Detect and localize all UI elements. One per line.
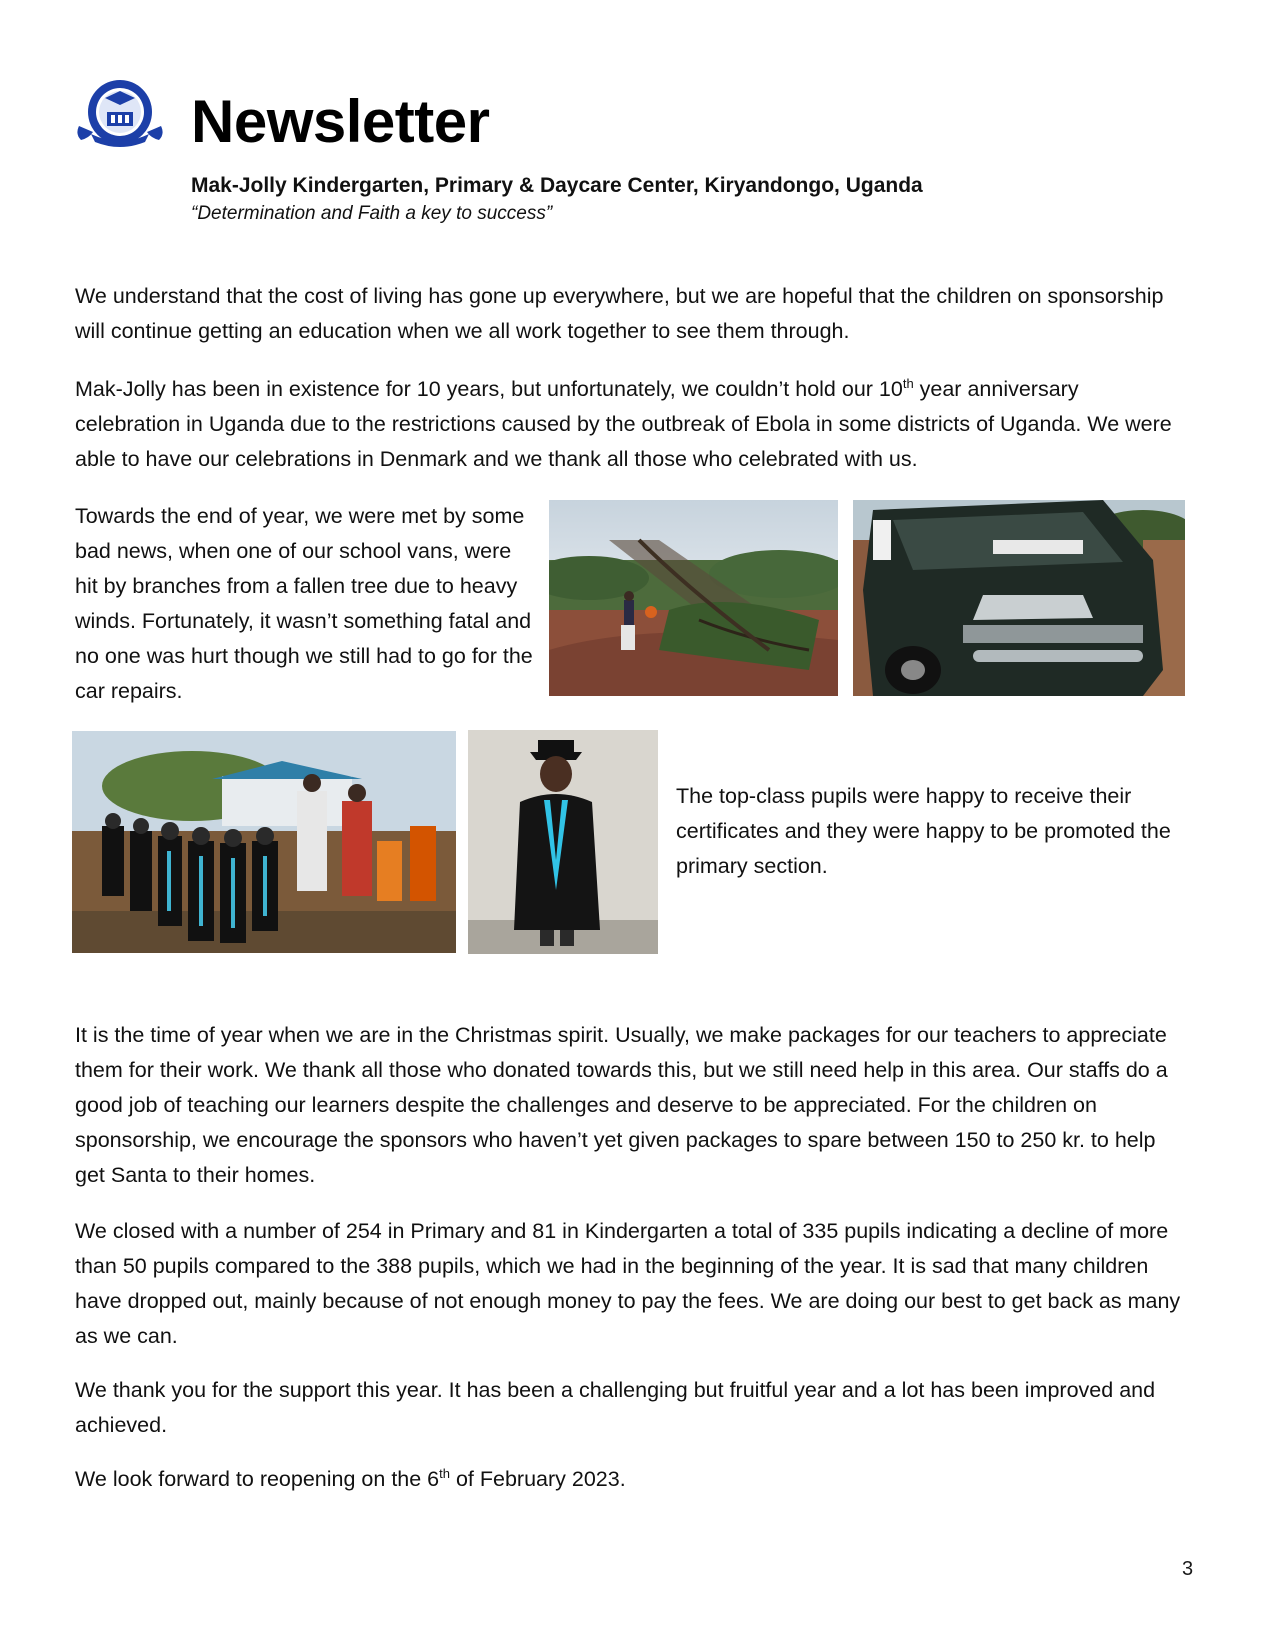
paragraph-christmas: It is the time of year when we are in the Christmas spirit. Usually, we make packages for our teachers to appreciate them for their work. We thank all those who donated towards this, but we still need help in this area. Our staffs do a good job of teaching our learners despite the challenges and deserve to be appreciated. For the children on sponsorship, we encourage the sponsors who haven’t yet given packages to spare between 150 to 250 kr. to help get Santa to their homes. [75,1023,1168,1187]
school-motto: “Determination and Faith a key to success” [191,203,553,224]
paragraph-cost-of-living: We understand that the cost of living has gone up everywhere, but we are hopeful that the children on sponsorship will continue getting an education when we all work together to see them through. [75,284,1164,343]
school-logo [75,78,165,150]
paragraph-top-class: The top-class pupils were happy to receive their certificates and they were happy to be promoted the primary section. [676,784,1171,878]
reopening-text-end: of February 2023. [449,1467,626,1491]
graduation-group-photo [72,731,456,953]
reopening-text-start: We look forward to reopening on the 6 [75,1467,440,1491]
paragraph-enrollment: We closed with a number of 254 in Primary and 81 in Kindergarten a total of 335 pupils indicating a decline of more than 50 pupils compared to the 388 pupils, which we had in the beginning of the year. It is sad that many children have dropped out, mainly because of not enough money to pay the fees. We are doing our best to get back as many as we can. [75,1219,1181,1348]
fallen-tree-photo [549,500,838,696]
paragraph-reopening [75,1462,1187,1497]
paragraph-anniversary [75,372,1185,477]
reopening-ordinal: th [439,1465,450,1481]
damaged-van-photo [853,500,1185,696]
paragraph-thank-you: We thank you for the support this year. It has been a challenging but fruitful year and a lot has been improved and achieved. [75,1378,1156,1437]
newsletter-title: Newsletter [191,88,490,155]
paragraph-school-van: Towards the end of year, we were met by some bad news, when one of our school vans, were hit by branches from a fallen tree due to heavy winds. Fortunately, it wasn’t something fatal and no one was hurt though we still had to go for the car repairs. [75,504,533,703]
anniversary-ordinal: th [902,375,914,391]
school-name: Mak-Jolly Kindergarten, Primary & Daycare Center, Kiryandongo, Uganda [191,174,923,197]
page-number: 3 [1182,1558,1194,1580]
anniversary-text-start: Mak-Jolly has been in existence for 10 years, but unfortunately, we couldn’t hold our 10 [75,377,903,401]
graduate-child-photo [468,730,658,954]
anniversary-text-end: year anniversary celebration in Uganda due to the restrictions caused by the outbreak of Ebola in some districts of Uganda. We were able to have our celebrations in Denmark and we thank all those who celebrated with us. [75,377,1172,471]
